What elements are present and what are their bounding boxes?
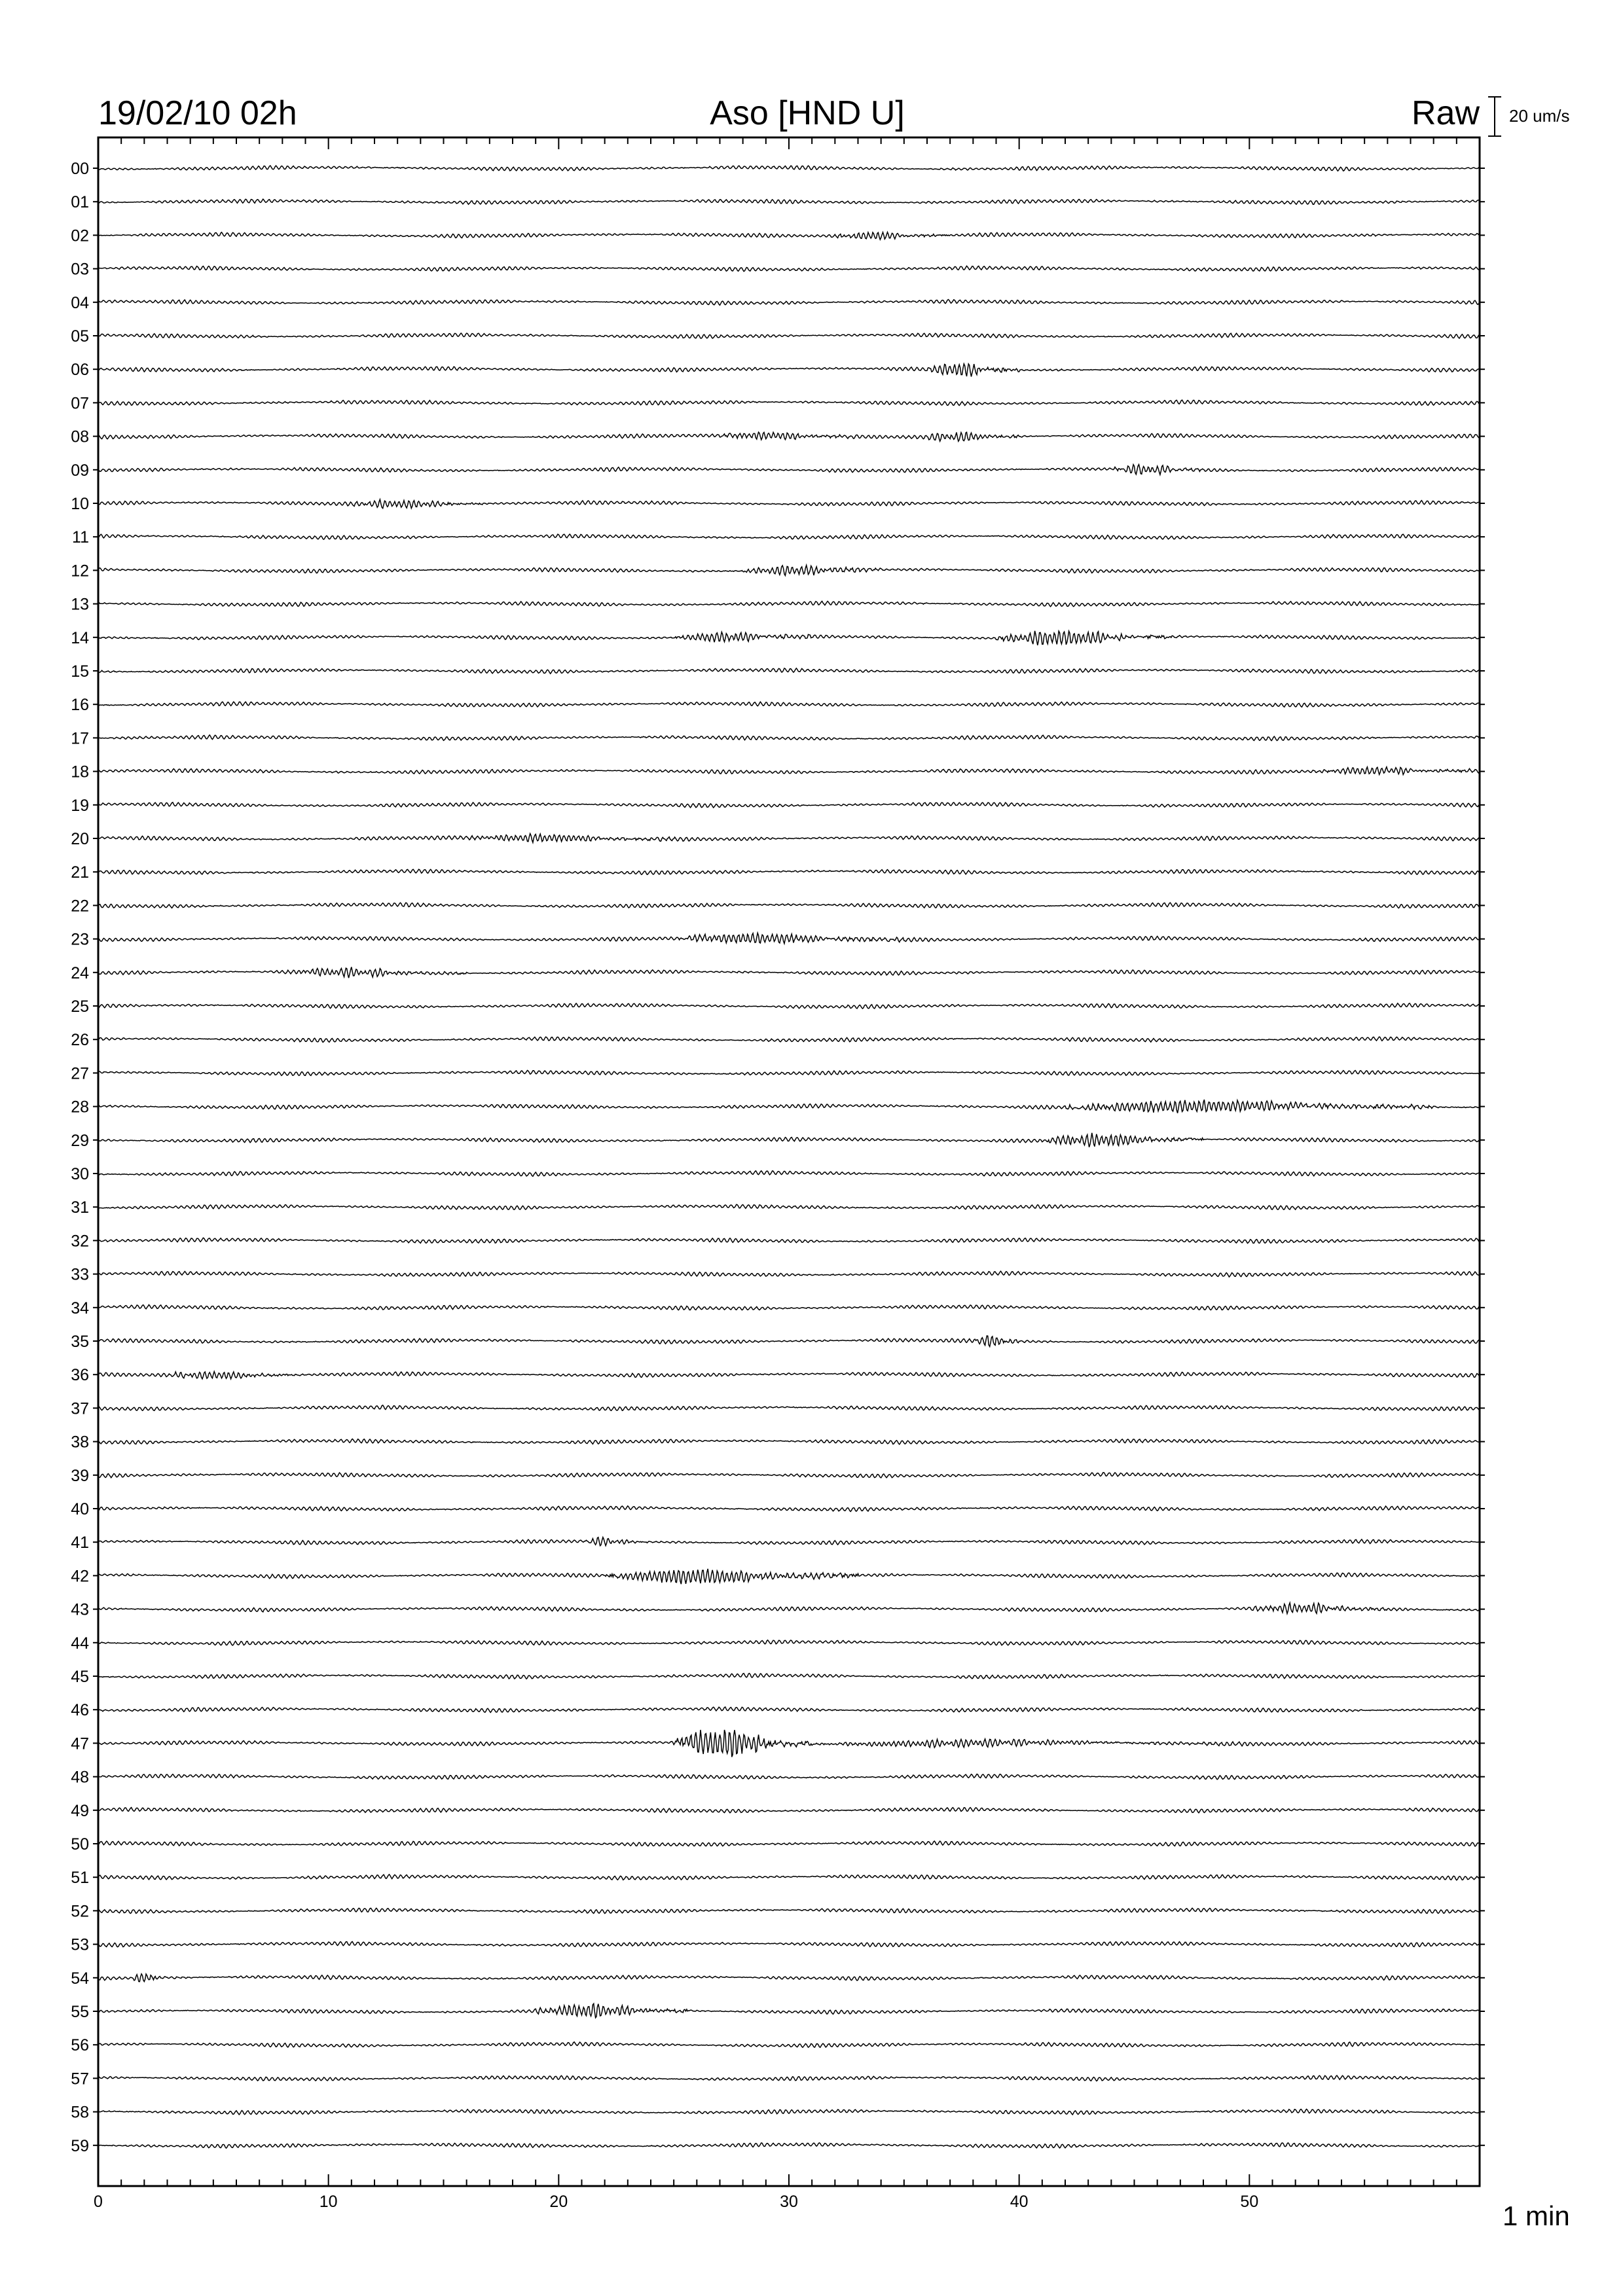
row-label: 15 xyxy=(71,662,89,681)
trace-30 xyxy=(98,1171,1480,1176)
row-label: 35 xyxy=(71,1333,89,1351)
trace-43 xyxy=(98,1603,1480,1614)
trace-21 xyxy=(98,869,1480,874)
row-label: 25 xyxy=(71,997,89,1016)
row-label: 00 xyxy=(71,160,89,178)
trace-01 xyxy=(98,199,1480,204)
row-label: 32 xyxy=(71,1232,89,1251)
row-label: 55 xyxy=(71,2003,89,2021)
row-label: 06 xyxy=(71,361,89,380)
x-tick-label: 10 xyxy=(319,2193,338,2211)
row-label: 29 xyxy=(71,1131,89,1150)
row-label: 10 xyxy=(71,495,89,513)
trace-39 xyxy=(98,1473,1480,1478)
trace-48 xyxy=(98,1774,1480,1780)
trace-23 xyxy=(98,933,1480,943)
row-label: 34 xyxy=(71,1299,89,1318)
scale-bar-label: 20 um/s xyxy=(1509,106,1570,126)
scale-bar xyxy=(1488,97,1570,136)
trace-18 xyxy=(98,767,1480,775)
row-label: 43 xyxy=(71,1600,89,1619)
trace-32 xyxy=(98,1238,1480,1243)
row-label: 40 xyxy=(71,1500,89,1518)
row-label: 49 xyxy=(71,1801,89,1820)
trace-24 xyxy=(98,967,1480,978)
trace-51 xyxy=(98,1874,1480,1880)
row-label: 42 xyxy=(71,1567,89,1586)
row-label: 03 xyxy=(71,260,89,279)
trace-58 xyxy=(98,2109,1480,2115)
trace-41 xyxy=(98,1537,1480,1546)
x-tick-label: 30 xyxy=(780,2193,798,2211)
trace-42 xyxy=(98,1569,1480,1584)
row-label: 41 xyxy=(71,1534,89,1552)
row-label: 26 xyxy=(71,1031,89,1050)
trace-22 xyxy=(98,903,1480,908)
trace-44 xyxy=(98,1640,1480,1645)
row-label: 30 xyxy=(71,1165,89,1183)
trace-45 xyxy=(98,1674,1480,1679)
trace-19 xyxy=(98,802,1480,808)
trace-00 xyxy=(98,166,1480,171)
trace-37 xyxy=(98,1405,1480,1410)
trace-29 xyxy=(98,1133,1480,1147)
row-labels xyxy=(71,160,89,2155)
row-label: 11 xyxy=(72,528,89,547)
row-label: 46 xyxy=(71,1701,89,1720)
row-label: 37 xyxy=(71,1399,89,1418)
x-tick-label: 50 xyxy=(1240,2193,1259,2211)
trace-03 xyxy=(98,266,1480,271)
trace-09 xyxy=(98,465,1480,475)
x-tick-label: 20 xyxy=(549,2193,568,2211)
trace-47 xyxy=(98,1730,1480,1757)
row-label: 19 xyxy=(71,796,89,815)
trace-13 xyxy=(98,601,1480,607)
trace-16 xyxy=(98,702,1480,707)
trace-59 xyxy=(98,2143,1480,2148)
row-label: 02 xyxy=(71,226,89,245)
trace-20 xyxy=(98,834,1480,843)
trace-02 xyxy=(98,232,1480,240)
trace-27 xyxy=(98,1070,1480,1075)
row-label: 36 xyxy=(71,1366,89,1385)
trace-57 xyxy=(98,2075,1480,2081)
row-label: 18 xyxy=(71,762,89,781)
row-label: 58 xyxy=(71,2103,89,2122)
row-label: 09 xyxy=(71,461,89,480)
station-title: Aso [HND U] xyxy=(710,94,905,132)
row-label: 13 xyxy=(71,595,89,614)
mode-label: Raw xyxy=(1411,94,1480,132)
row-label: 16 xyxy=(71,696,89,715)
trace-46 xyxy=(98,1707,1480,1712)
trace-49 xyxy=(98,1808,1480,1813)
trace-55 xyxy=(98,2003,1480,2018)
trace-33 xyxy=(98,1271,1480,1277)
row-label: 20 xyxy=(71,830,89,848)
row-label: 14 xyxy=(71,628,89,647)
trace-17 xyxy=(98,735,1480,741)
row-label: 48 xyxy=(71,1768,89,1787)
trace-36 xyxy=(98,1372,1480,1379)
x-tick-labels xyxy=(94,2193,1258,2211)
row-label: 12 xyxy=(71,562,89,581)
x-tick-label: 0 xyxy=(94,2193,103,2211)
row-label: 07 xyxy=(71,394,89,413)
datetime-label: 19/02/10 02h xyxy=(98,94,297,132)
plot-frame xyxy=(98,137,1480,2186)
row-label: 01 xyxy=(71,193,89,212)
row-label: 27 xyxy=(71,1064,89,1083)
row-label: 05 xyxy=(71,327,89,346)
x-tick-label: 40 xyxy=(1010,2193,1029,2211)
row-label: 31 xyxy=(71,1198,89,1217)
row-label: 44 xyxy=(71,1634,89,1653)
trace-12 xyxy=(98,565,1480,576)
trace-35 xyxy=(98,1336,1480,1346)
row-label: 50 xyxy=(71,1835,89,1854)
row-label: 39 xyxy=(71,1466,89,1485)
trace-26 xyxy=(98,1037,1480,1042)
row-label: 08 xyxy=(71,427,89,446)
trace-28 xyxy=(98,1100,1480,1113)
row-label: 51 xyxy=(71,1869,89,1888)
trace-31 xyxy=(98,1204,1480,1210)
row-label: 45 xyxy=(71,1668,89,1686)
x-axis-unit-label: 1 min xyxy=(1503,2200,1570,2231)
row-label: 38 xyxy=(71,1433,89,1452)
trace-25 xyxy=(98,1003,1480,1009)
trace-50 xyxy=(98,1841,1480,1846)
trace-56 xyxy=(98,2042,1480,2047)
trace-53 xyxy=(98,1942,1480,1947)
row-label: 53 xyxy=(71,1935,89,1954)
row-label: 22 xyxy=(71,897,89,916)
trace-38 xyxy=(98,1439,1480,1444)
trace-08 xyxy=(98,432,1480,441)
trace-10 xyxy=(98,499,1480,509)
row-label: 23 xyxy=(71,930,89,949)
trace-07 xyxy=(98,400,1480,405)
trace-54 xyxy=(98,1974,1480,1982)
trace-06 xyxy=(98,364,1480,377)
trace-40 xyxy=(98,1506,1480,1512)
row-label: 59 xyxy=(71,2136,89,2155)
row-label: 21 xyxy=(71,863,89,882)
trace-11 xyxy=(98,534,1480,539)
row-label: 04 xyxy=(71,293,89,312)
row-label: 57 xyxy=(71,2070,89,2089)
trace-34 xyxy=(98,1305,1480,1310)
minute-ticks xyxy=(98,137,1480,2186)
trace-05 xyxy=(98,333,1480,338)
row-label: 28 xyxy=(71,1098,89,1117)
row-label: 33 xyxy=(71,1265,89,1284)
trace-52 xyxy=(98,1908,1480,1913)
row-label: 54 xyxy=(71,1969,89,1988)
row-label: 52 xyxy=(71,1902,89,1921)
row-label: 24 xyxy=(71,963,89,982)
trace-15 xyxy=(98,668,1480,673)
trace-14 xyxy=(98,631,1480,645)
seismic-traces xyxy=(93,166,1485,2148)
row-label: 47 xyxy=(71,1734,89,1753)
row-label: 17 xyxy=(71,729,89,748)
row-label: 56 xyxy=(71,2036,89,2055)
trace-04 xyxy=(98,300,1480,306)
